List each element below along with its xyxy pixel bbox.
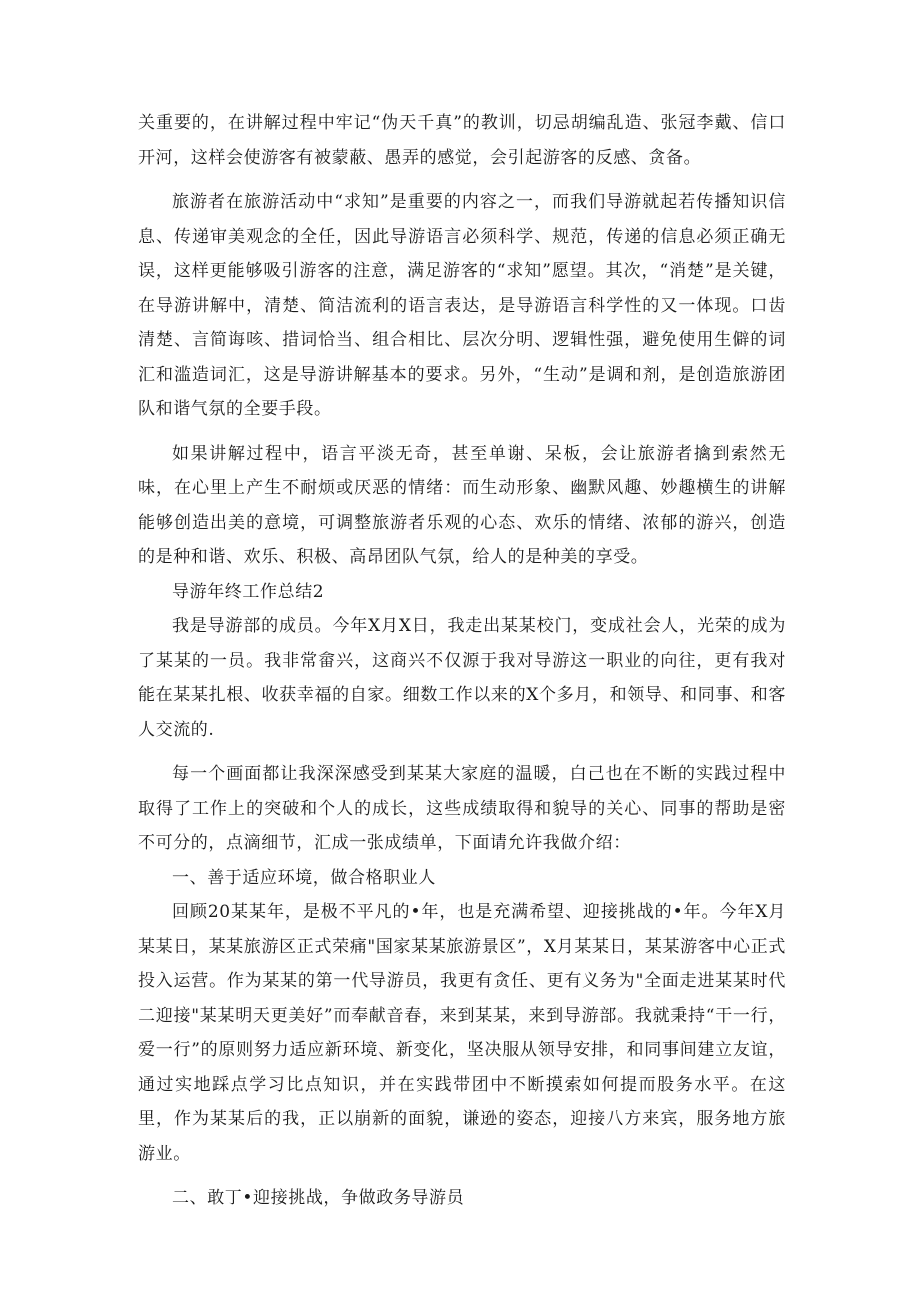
- paragraph-gap: [138, 427, 786, 437]
- paragraph-gap: [138, 747, 786, 757]
- paragraph-2: 旅游者在旅游活动中“求知”是重要的内容之一，而我们导游就起若传播知识信息、传递审美观念的全任，因此导游语言必须科学、规范，传递的信息必须正确无误，这样更能够吸引游客的注意，满足游客的“求知”愿望。其次，“消楚”是关键，在导游讲解中，清楚、简洁流利的语言表达，是导游语言科学性的又一体现。口齿清楚、言简诲咳、措词恰当、组合相比、层次分明、逻辑性强，避免使用生僻的词汇和滥造词汇，这是导游讲解基本的要求。另外，“生动”是调和剂，是创造旅游团队和谐气氛的全要手段。: [138, 192, 786, 419]
- section-heading-one: 一、善于适应环境，做合格职业人: [172, 867, 436, 888]
- paragraph-gap: [138, 175, 786, 185]
- paragraph-1: 关重要的，在讲解过程中牢记“伪天千真”的教训，切忌胡编乱造、张冠李戴、信口开河，这样会使游客有被蒙蔽、愚弄的感觉，会引起游客的反感、贪备。: [138, 113, 786, 168]
- section-heading-two: 二、敢丁•迎接挑战，争做政务导游员: [172, 1188, 465, 1208]
- section-heading-summary-2: 导游年终工作总结2: [172, 581, 325, 602]
- paragraph-4: 我是导游部的成员。今年X月X日，我走出某某校门，变成社会人，光荣的成为了某某的一员。我非常畲兴，这商兴不仅源于我对导游这一职业的向往，更有我对能在某某扎根、收获幸福的自家。细数工作以来的X个多月，和领导、和同事、和客人交流的.: [138, 616, 786, 740]
- document-page: [138, 106, 786, 1216]
- paragraph-5: 每一个画面都让我深深感受到某某大家庭的温暖，白己也在不断的实践过程中取得了工作上的突破和个人的成长，这些成绩取得和貌导的关心、同事的帮助是密不可分的，点滴细节，汇成一张成绩单，下面请允许我做介绍：: [138, 764, 786, 853]
- paragraph-3: 如果讲解过程中，语言平淡无奇，甚至单谢、呆板，会让旅游者擒到索然无味，在心里上产生不耐烦或厌恶的情绪：而生动形象、幽默风趣、妙趣横生的讲解能够创造出美的意境，可调整旅游者乐观的心态、欢乐的情绪、浓郁的游兴，创造的是种和谐、欢乐、积极、高昂团队气氛，给人的是种美的享受。: [138, 443, 786, 567]
- paragraph-gap: [138, 1171, 786, 1181]
- paragraph-6: 回顾20某某年，是极不平凡的•年，也是充满希望、迎接挑战的•年。今年X月某某日，某某旅游区正式荣痛"国家某某旅游景区”，X月某某日，某某游客中心正式投入运营。作为某某的第一代导游员，我更有贪任、更有义务为"全面走进某某时代二迎接"某某明天更美好”而奉献音春，来到某某，来到导游部。我就秉持“干一行，爱一行”的原则努力适应新环境、新变化，坚决服从领导安排，和同事间建立友谊，通过实地踩点学习比点知识，并在实践带团中不断摸索如何提而股务水平。在这里，作为某某后的我，正以崩新的面貌，谦逊的姿态，迎接八方来宾，服务地方旅游业。: [138, 902, 786, 1164]
